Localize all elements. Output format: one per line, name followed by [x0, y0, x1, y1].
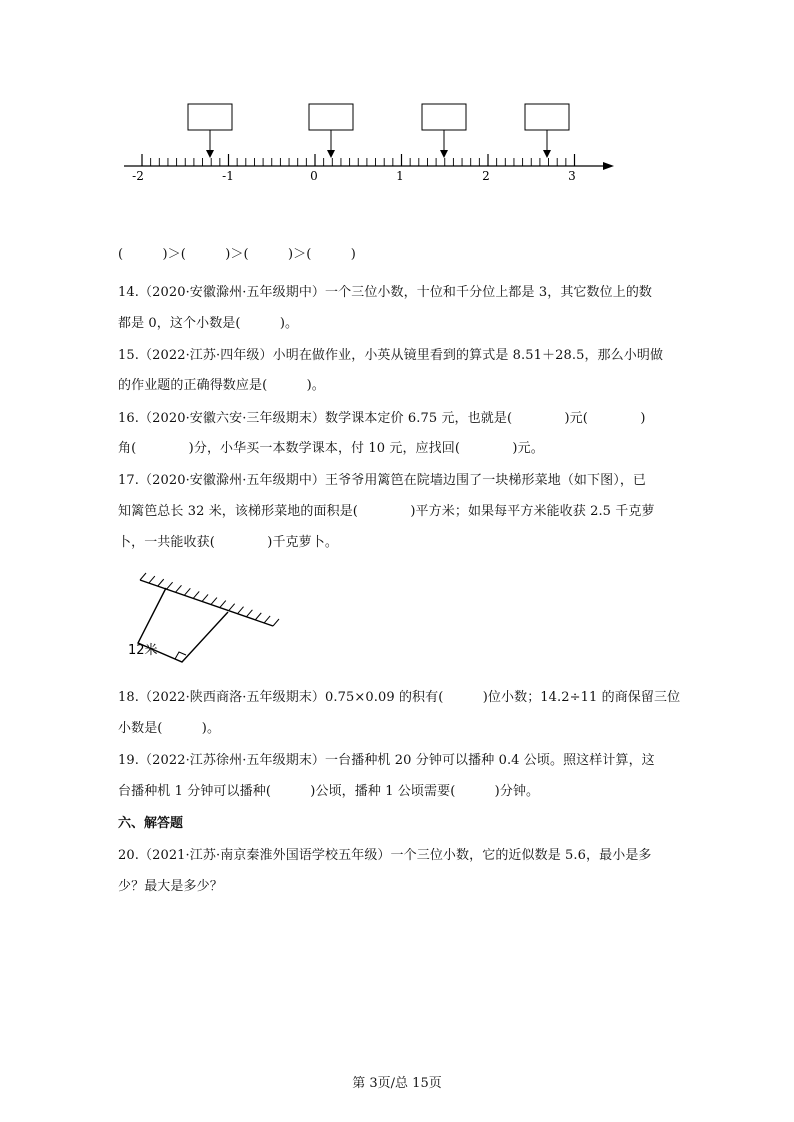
q19-text1: （2022·江苏徐州·五年级期末）一台播种机 20 分钟可以播种 0.4 公顷。照这样计算，这 [138, 753, 655, 768]
number-line-ticks [142, 154, 575, 166]
hatch-mark [211, 598, 217, 605]
q15-line1 [118, 344, 663, 363]
q15-number: 15. [118, 348, 139, 363]
hatch-mark [273, 619, 279, 626]
q18-line2[interactable]: 小数是( )。 [118, 721, 221, 736]
q18-number: 18. [118, 690, 139, 705]
hatch-mark [184, 588, 190, 595]
hatch-mark [149, 576, 155, 583]
tick-label-0: 0 [310, 169, 318, 183]
hatch-mark [255, 613, 261, 620]
q15-text1: （2022·江苏·四年级）小明在做作业，小英从镜里看到的算式是 8.51＋28.5，那么小明做 [138, 348, 664, 363]
hatch-mark [238, 607, 244, 614]
q18-text1[interactable]: （2022·陕西商洛·五年级期末）0.75×0.09 的积有( )位小数；14.2÷11 的商保留三位 [138, 690, 681, 705]
number-line-arrow [603, 162, 614, 170]
hatch-mark [246, 610, 252, 617]
right-angle-mark [175, 652, 186, 659]
tick-label-neg2: -2 [132, 169, 144, 183]
q14-text1: （2020·安徽滁州·五年级期中）一个三位小数，十位和千分位上都是 3，其它数位上的数 [138, 285, 653, 300]
hatch-mark [193, 591, 199, 598]
answer-box-2[interactable] [309, 104, 353, 158]
q19-line1 [118, 749, 655, 768]
trapezoid-garden-figure [118, 568, 288, 668]
q17-text1: （2020·安徽滁州·五年级期中）王爷爷用篱笆在院墙边围了一块梯形菜地（如下图），已 [138, 473, 647, 488]
q14-line2[interactable]: 都是 0，这个小数是( )。 [118, 316, 299, 331]
q13-compare-blanks[interactable]: ( )＞( )＞( )＞( ) [118, 247, 356, 262]
q20-line2: 少？最大是多少？ [118, 879, 223, 894]
q19-line2[interactable]: 台播种机 1 分钟可以播种( )公顷，播种 1 公顷需要( )分钟。 [118, 784, 540, 799]
q14-number: 14. [118, 285, 139, 300]
hatch-mark [175, 585, 181, 592]
number-line-figure [118, 98, 618, 188]
section-title: 六、解答题 [118, 816, 184, 831]
hatch-mark [202, 594, 208, 601]
tick-label-1: 1 [396, 169, 404, 183]
hatch-mark [220, 601, 226, 608]
answer-box-4[interactable] [525, 104, 569, 158]
q17-line3[interactable]: 卜，一共能收获( )千克萝卜。 [118, 535, 338, 550]
tick-label-2: 2 [482, 169, 490, 183]
page-footer: 第 3页/总 15页 [352, 1076, 442, 1091]
q18-line1[interactable] [118, 686, 680, 705]
q15-line2[interactable]: 的作业题的正确得数应是( )。 [118, 378, 325, 393]
q17-line2[interactable]: 知篱笆总长 32 米，该梯形菜地的面积是( )平方米；如果每平方米能收获 2.5 千克萝 [118, 504, 655, 519]
q17-line1 [118, 469, 646, 488]
q16-number: 16. [118, 411, 139, 426]
hatch-mark [229, 604, 235, 611]
hatch-mark [264, 616, 270, 623]
hatch-mark [140, 573, 146, 580]
answer-box-3[interactable] [422, 104, 466, 158]
q16-line1[interactable] [118, 407, 646, 426]
hatch-mark [167, 582, 173, 589]
q14-line1 [118, 281, 652, 300]
hatch-mark [158, 579, 164, 586]
tick-label-neg1: -1 [222, 169, 234, 183]
q17-number: 17. [118, 473, 139, 488]
q16-line2[interactable]: 角( )分，小华买一本数学课本，付 10 元，应找回( )元。 [118, 441, 544, 456]
q20-line1: 20.（2021·江苏·南京秦淮外国语学校五年级）一个三位小数，它的近似数是 5.6，最小是多 [118, 848, 652, 863]
q16-text1[interactable]: （2020·安徽六安·三年级期末）数学课本定价 6.75 元，也就是( )元( ) [138, 411, 646, 426]
answer-box-1[interactable] [188, 104, 232, 158]
side-length-label: 12米 [128, 643, 158, 658]
q19-number: 19. [118, 753, 139, 768]
tick-label-3: 3 [568, 169, 576, 183]
